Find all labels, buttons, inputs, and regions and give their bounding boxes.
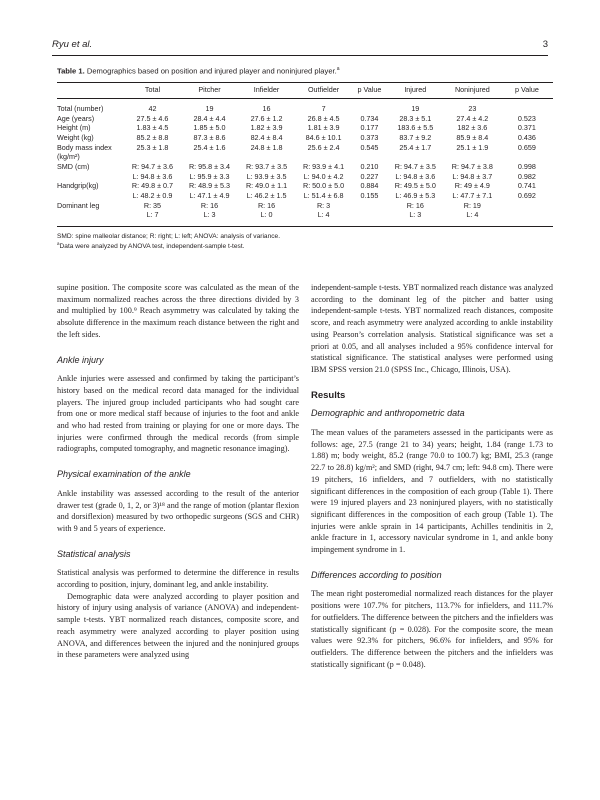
- table-row: [57, 99, 553, 115]
- table-cell: 0.373: [360, 133, 379, 143]
- table-cell: 25.6 ± 2.4: [307, 142, 340, 152]
- table-header-row: [57, 82, 553, 99]
- table-cell: L: 93.9 ± 3.5: [246, 171, 287, 181]
- row-label: (kg/m²): [57, 152, 80, 162]
- table-cell: R: 3: [316, 200, 331, 210]
- table-note-abbreviations: SMD: spine malleolar distance; R: right; L: left; ANOVA: analysis of variance.: [57, 232, 281, 240]
- table-cell: R: 93.9 ± 4.1: [303, 162, 345, 172]
- table-cell: R: 94.7 ± 3.8: [451, 162, 493, 172]
- table-cell: R: 19: [463, 200, 481, 210]
- table-header-cell: Total: [124, 82, 181, 99]
- table-cell: 0.734: [360, 113, 379, 123]
- table-cell: 0.659: [517, 142, 536, 152]
- table-cell: R: 16: [257, 200, 276, 210]
- table-cell: 19: [205, 104, 214, 114]
- table-cell: L: 46.2 ± 1.5: [246, 190, 287, 200]
- table-row: [57, 134, 553, 144]
- table-cell: 0.523: [517, 113, 536, 123]
- table-caption-sup: a: [336, 66, 340, 72]
- heading-ankle-injury: Ankle injury: [57, 354, 104, 365]
- table-cell: 24.8 ± 1.8: [250, 142, 283, 152]
- table-cell: 19: [411, 104, 420, 114]
- table-caption-label: Table 1.: [57, 66, 85, 76]
- table-cell: 183.6 ± 5.5: [397, 123, 434, 133]
- table-cell: L: 4: [444, 211, 501, 227]
- table-row: [57, 191, 553, 201]
- table-cell: L: 0: [238, 211, 295, 227]
- table-cell: 28.4 ± 4.4: [193, 113, 226, 123]
- table-cell: 16: [262, 104, 271, 114]
- table-cell: 27.4 ± 4.2: [456, 113, 489, 123]
- table-cell: 85.2 ± 8.8: [136, 133, 169, 143]
- table-cell: R: 49.8 ± 0.7: [131, 181, 174, 191]
- heading-statistical-analysis: Statistical analysis: [57, 548, 131, 559]
- table-cell: L: 3: [181, 211, 238, 227]
- table-cell: 25.3 ± 1.8: [136, 142, 169, 152]
- table-cell: R: 49 ± 4.9: [454, 181, 490, 191]
- paragraph-ttests: independent-sample t-tests. YBT normalized reach distance was analyzed according to the dominant leg of the pitcher and batter using independent-sample t-tests. YBT normalized reach distances, composite score, and reach asymmetry were analyzed according to ankle instability using Pearson’s correlation analysis. Statistical significance was set a priori at 0.05, and all analyses included a 95% confidence interval for statistical significance. The statistical analyses were performed using IBM SPSS version 21.0 (SPSS Inc., Chicago, Illinois, USA).: [311, 283, 553, 374]
- table-cell: 83.7 ± 9.2: [399, 133, 432, 143]
- table-cell: 0.982: [517, 171, 536, 181]
- table-cell: R: 50.0 ± 5.0: [303, 181, 345, 191]
- table-cell: R: 16: [406, 200, 424, 210]
- table-row: [57, 143, 553, 153]
- table-cell: L: 94.8 ± 3.6: [132, 171, 173, 181]
- page-number: 3: [542, 39, 548, 50]
- row-label: Handgrip(kg): [57, 181, 99, 191]
- table-cell: 25.4 ± 1.6: [193, 142, 226, 152]
- heading-results: Results: [311, 389, 346, 401]
- row-label: Dominant leg: [57, 200, 100, 210]
- table-1: [57, 66, 553, 251]
- demographics-table: [57, 82, 553, 227]
- table-cell: L: 95.9 ± 3.3: [189, 171, 230, 181]
- table-cell: 182 ± 3.6: [457, 123, 488, 133]
- table-header-cell: Injured: [387, 82, 444, 99]
- table-cell: 0.210: [360, 162, 379, 172]
- table-header-cell: [57, 82, 124, 99]
- table-cell: 87.3 ± 8.6: [193, 133, 226, 143]
- table-row: [57, 201, 553, 211]
- table-cell: R: 49.5 ± 5.0: [394, 181, 436, 191]
- left-column: [57, 282, 299, 661]
- table-row: [57, 163, 553, 173]
- row-label: Total (number): [57, 104, 104, 114]
- table-header-cell: p Value: [352, 82, 387, 99]
- table-caption: [57, 66, 553, 76]
- table-cell: 27.6 ± 1.2: [250, 113, 283, 123]
- table-cell: R: 48.9 ± 5.3: [188, 181, 231, 191]
- row-label: Body mass index: [57, 142, 112, 152]
- table-cell: L: 47.7 ± 7.1: [452, 190, 493, 200]
- table-note-analysis-text: Data were analyzed by ANOVA test, independent-sample t-test.: [59, 243, 245, 251]
- table-cell: [352, 201, 387, 211]
- table-cell: 0.436: [517, 133, 536, 143]
- header-rule: [52, 55, 548, 56]
- heading-differences-position: Differences according to position: [311, 569, 442, 580]
- table-cell: 25.4 ± 1.7: [399, 142, 432, 152]
- table-cell: 1.82 ± 3.9: [250, 123, 283, 133]
- table-cell: 0.741: [517, 181, 536, 191]
- table-cell: L: 94.0 ± 4.2: [303, 171, 344, 181]
- table-cell: 85.9 ± 8.4: [456, 133, 489, 143]
- table-cell: 0.155: [360, 190, 379, 200]
- heading-demographic-data: Demographic and anthropometric data: [311, 408, 465, 419]
- row-label: SMD (cm): [57, 162, 90, 172]
- table-cell: 25.1 ± 1.9: [456, 142, 489, 152]
- table-cell: 84.6 ± 10.1: [305, 133, 342, 143]
- table-cell: [501, 201, 553, 211]
- paragraph-differences-position: The mean right posteromedial normalized reach distances for the player positions were 107.7% for pitchers, 113.7% for infielders, and 111.7% for outfielders. The difference between the pitchers and the infielders was statistically significant (p = 0.028). For the composite score, the mean values were 92.3% for pitchers, 96.6% for infielders, and 95% for outfielders. The difference between the pitchers and the infielders was statistically significant (p = 0.048).: [311, 589, 553, 669]
- table-cell: [352, 211, 387, 227]
- table-cell: 27.5 ± 4.6: [136, 113, 169, 123]
- table-cell: R: 16: [200, 200, 219, 210]
- table-cell: L: 46.9 ± 5.3: [395, 190, 436, 200]
- paragraph-statistical-analysis-2: Demographic data were analyzed according to player position and history of injury using analysis of variance (ANOVA) and independent-sample t-tests. YBT normalized reach distances, composite score, and reach asymmetry were analyzed according to player position using ANOVA, and differences between the injured and the noninjured groups in these parameters were analyzed using: [57, 591, 299, 660]
- table-cell: 0.884: [360, 181, 379, 191]
- table-cell: R: 94.7 ± 3.6: [131, 162, 174, 172]
- table-cell: L: 7: [124, 211, 181, 227]
- table-header-cell: p Value: [501, 82, 553, 99]
- table-row: [57, 182, 553, 192]
- table-cell: R: 93.7 ± 3.5: [245, 162, 288, 172]
- table-cell: 0.692: [517, 190, 536, 200]
- running-title: Ryu et al.: [52, 39, 93, 50]
- paragraph-demographic-data: The mean values of the parameters assessed in the participants were as follows: age, 27.5 (range 21 to 34) years; height, 1.84 (range 1.73 to 1.88) m; body weight, 85.2 (range 70.0 to 100.7) kg; BMI, 25.3 (range 22.7 to 28.8) kg/m²; and SMD (right, 94.7 cm; left: 94.8 cm). There were 19 pitchers, 16 infielders, and 7 outfielders, with no statistically significant differences in the composition of each group (Table 1). There were 19 injured players and 23 noninjured players, with no statistically significant differences in the composition of each group (Table 1). The injuries were ankle sprain in 14 participants, Achilles tendinitis in 2, ankle fracture in 1, accessory navicular syndrome in 1, and ankle bony impingement syndrome in 1.: [311, 428, 553, 555]
- table-cell: L: 94.8 ± 3.7: [452, 171, 493, 181]
- paragraph-ankle-injury: Ankle injuries were assessed and confirmed by taking the participant’s history based on the medical record data managed for the individual players. The injured group included participants who had sought care from one or more medical staff because of injuries to the foot and ankle and who had rested from training or playing for one or more days. The injuries were confirmed through the medical records (from simple radiographs, computed tomography, and magnetic resonance imaging).: [57, 374, 299, 454]
- table-notes: [57, 232, 553, 252]
- table-cell: 7: [321, 104, 326, 114]
- table-cell: 0.998: [517, 162, 536, 172]
- table-cell: L: 48.2 ± 0.9: [132, 190, 173, 200]
- table-cell: 0.545: [360, 142, 379, 152]
- table-cell: 23: [468, 104, 477, 114]
- row-label: Weight (kg): [57, 133, 94, 143]
- paragraph-composite-score: supine position. The composite score was calculated as the mean of the maximum normalized reaches across the three directions divided by 3 and multiplied by 100.⁹ Reach asymmetry was calculated by taking the absolute difference in the maximum reach distance between the right and the left sides.: [57, 283, 299, 339]
- row-label: Height (m): [57, 123, 91, 133]
- table-cell: L: 3: [387, 211, 444, 227]
- table-cell: 1.81 ± 3.9: [307, 123, 340, 133]
- table-cell: 1.83 ± 4.5: [136, 123, 169, 133]
- table-cell: R: 35: [143, 200, 162, 210]
- table-cell: 0.177: [360, 123, 379, 133]
- table-cell: 0.227: [360, 171, 379, 181]
- table-row: [57, 211, 553, 227]
- paragraph-statistical-analysis-1: Statistical analysis was performed to determine the difference in results according to position, injury, dominant leg, and ankle instability.: [57, 568, 299, 590]
- heading-physical-exam: Physical examination of the ankle: [57, 469, 191, 480]
- right-column: [311, 282, 553, 670]
- table-cell: L: 4: [295, 211, 352, 227]
- table-cell: R: 95.8 ± 3.4: [188, 162, 231, 172]
- table-cell: 26.8 ± 4.5: [307, 113, 340, 123]
- table-cell: [501, 211, 553, 227]
- table-header-cell: Noninjured: [444, 82, 501, 99]
- table-cell: R: 94.7 ± 3.5: [394, 162, 436, 172]
- table-cell: 82.4 ± 8.4: [250, 133, 283, 143]
- table-cell: R: 49.0 ± 1.1: [245, 181, 288, 191]
- table-body: [57, 99, 553, 227]
- table-header-cell: Infielder: [238, 82, 295, 99]
- table-note-sup: a: [57, 241, 60, 247]
- table-cell: [501, 99, 553, 115]
- table-cell: 1.85 ± 5.0: [193, 123, 226, 133]
- table-cell: L: 47.1 ± 4.9: [189, 190, 230, 200]
- table-note-analysis: [57, 241, 553, 251]
- table-cell: L: 94.8 ± 3.6: [395, 171, 436, 181]
- table-header-cell: Pitcher: [181, 82, 238, 99]
- paragraph-physical-exam: Ankle instability was assessed according to the result of the anterior drawer test (grade 0, 1, 2, or 3)¹⁸ and the range of motion (plantar flexion and dorsiflexion) measured by two orthopedic surgeons (SGS and CHR) with 9 and 5 years of experience.: [57, 488, 299, 533]
- table-cell: 0.371: [517, 123, 536, 133]
- row-label: [57, 211, 124, 227]
- row-label: [57, 191, 124, 201]
- table-cell: 28.3 ± 5.1: [399, 113, 432, 123]
- table-cell: L: 51.4 ± 6.8: [303, 190, 344, 200]
- row-label: Age (years): [57, 113, 95, 123]
- table-cell: 42: [148, 104, 157, 114]
- table-caption-text: Demographics based on position and injured player and noninjured player.: [86, 66, 337, 76]
- table-header-cell: Outfielder: [295, 82, 352, 99]
- table-cell: [352, 99, 387, 115]
